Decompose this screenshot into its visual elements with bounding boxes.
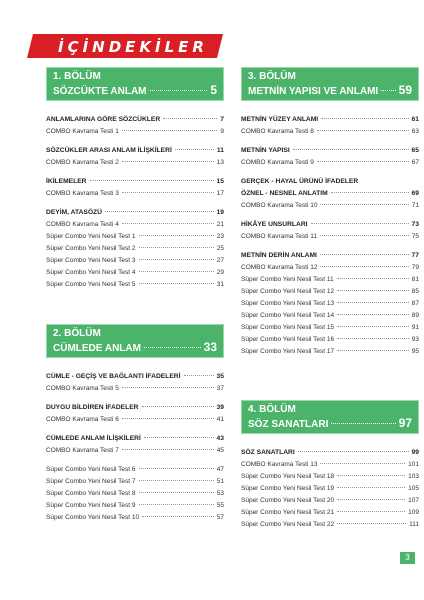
dot-leader [139,247,214,248]
dot-leader [139,271,214,272]
entry-page-number: 19 [216,209,224,216]
toc-test-entry[interactable] [46,476,224,488]
dot-leader [337,290,409,291]
entry-title: COMBO Kavrama Testi 3 [46,190,119,197]
entry-page-number: 51 [216,478,224,485]
entry-title: DUYGU BİLDİREN İFADELER [46,404,139,411]
dot-leader [139,259,214,260]
page-title: İÇİNDEKİLER [58,38,208,56]
entry-page-number: 55 [216,502,224,509]
toc-test-entry[interactable] [46,157,224,169]
toc-test-entry[interactable] [46,219,224,231]
section-number: 2. BÖLÜM [53,328,101,339]
entry-page-number: 81 [411,276,419,283]
toc-topic-entry[interactable] [241,114,419,126]
toc-test-entry[interactable] [46,243,224,255]
section-number: 4. BÖLÜM [248,404,296,415]
toc-topic-entry[interactable] [241,176,419,188]
toc-topic-entry[interactable] [241,145,419,157]
dot-leader [142,516,214,517]
section-2 [46,324,224,524]
dot-leader [293,149,409,150]
toc-test-entry[interactable] [241,262,419,274]
dot-leader [150,90,208,91]
toc-test-entry[interactable] [241,483,419,495]
dot-leader [337,338,409,339]
entry-title: METNİN YÜZEY ANLAMI [241,116,319,123]
entry-page-number: 99 [411,449,419,456]
entry-page-number: 95 [411,348,419,355]
dot-leader [337,523,406,524]
toc-topic-entry[interactable] [46,176,224,188]
toc-test-entry[interactable] [241,231,419,243]
entry-page-number: 45 [216,447,224,454]
dot-leader [139,504,214,505]
dot-leader [311,223,409,224]
dot-leader [337,511,405,512]
entry-page-number: 67 [411,159,419,166]
entry-title: Süper Combo Yeni Nesil Test 3 [46,257,136,264]
entry-title: Süper Combo Yeni Nesil Test 22 [241,521,335,528]
entry-page-number: 105 [408,485,419,492]
entry-title: ANLAMLARINA GÖRE SÖZCÜKLER [46,116,161,123]
toc-test-entry[interactable] [241,346,419,358]
entry-title: METNİN DERİN ANLAMI [241,252,317,259]
dot-leader [139,468,214,469]
toc-topic-entry[interactable] [241,188,419,200]
section-header [241,67,419,101]
dot-leader [122,192,214,193]
section-title: SÖZCÜKTE ANLAM [53,86,147,97]
entry-title: CÜMLE - GEÇİŞ VE BAĞLANTI İFADELERİ [46,373,181,380]
toc-test-entry[interactable] [46,464,224,476]
dot-leader [142,406,214,407]
entry-title: Süper Combo Yeni Nesil Test 8 [46,490,136,497]
entry-title: COMBO Kavrama Testi 8 [241,128,314,135]
entry-title: Süper Combo Yeni Nesil Test 4 [46,269,136,276]
dot-leader [122,161,214,162]
entry-title: Süper Combo Yeni Nesil Test 21 [241,509,335,516]
dot-leader [122,449,214,450]
dot-leader [175,149,214,150]
toc-test-entry[interactable] [46,267,224,279]
dot-leader [321,118,408,119]
toc-topic-entry[interactable] [46,207,224,219]
entry-title: Süper Combo Yeni Nesil Test 13 [241,300,335,307]
section-4 [241,400,419,531]
spacer [241,138,419,145]
entry-page-number: 17 [216,190,224,197]
spacer [46,101,224,114]
spacer [46,169,224,176]
toc-topic-entry[interactable] [241,447,419,459]
section-header [46,67,224,101]
dot-leader [320,235,409,236]
entry-page-number: 111 [409,521,419,528]
dot-leader [337,326,409,327]
entry-page-number: 13 [216,159,224,166]
dot-leader [139,283,214,284]
entry-page-number: 77 [411,252,419,259]
entry-page-number: 89 [411,312,419,319]
dot-leader [331,192,409,193]
dot-leader [139,492,214,493]
entry-title: İKİLEMELER [46,178,87,185]
spacer [241,169,419,176]
entry-title: Süper Combo Yeni Nesil Test 7 [46,478,136,485]
section-page-number: 33 [203,340,217,354]
toc-test-entry[interactable] [46,188,224,200]
toc-test-entry[interactable] [46,255,224,267]
section-number: 1. BÖLÜM [53,71,101,82]
toc-test-entry[interactable] [241,495,419,507]
dot-leader [139,480,214,481]
toc-test-entry[interactable] [241,334,419,346]
section-title-row [248,416,412,432]
toc-topic-entry[interactable] [241,219,419,231]
toc-topic-entry[interactable] [46,371,224,383]
dot-leader [90,180,214,181]
entry-title: COMBO Kavrama Testi 4 [46,221,119,228]
entry-page-number: 9 [220,128,224,135]
entry-page-number: 79 [411,264,419,271]
spacer [241,212,419,219]
toc-test-entry[interactable] [241,126,419,138]
entry-title: SÖZ SANATLARI [241,449,295,456]
entry-page-number: 107 [408,497,419,504]
entry-page-number: 11 [216,147,224,154]
entry-page-number: 71 [411,202,419,209]
toc-test-entry[interactable] [241,200,419,212]
toc-test-entry[interactable] [46,231,224,243]
entry-title: Süper Combo Yeni Nesil Test 14 [241,312,335,319]
entry-page-number: 75 [411,233,419,240]
entry-title: Süper Combo Yeni Nesil Test 1 [46,233,136,240]
entry-page-number: 91 [411,324,419,331]
entry-title: Süper Combo Yeni Nesil Test 12 [241,288,335,295]
entry-title: Süper Combo Yeni Nesil Test 16 [241,336,335,343]
toc-test-entry[interactable] [46,383,224,395]
entry-title: COMBO Kavrama Testi 10 [241,202,318,209]
toc-test-entry[interactable] [241,519,419,531]
toc-topic-entry[interactable] [46,402,224,414]
entry-page-number: 21 [216,221,224,228]
dot-leader [184,375,214,376]
dot-leader [337,350,409,351]
entry-page-number: 85 [411,288,419,295]
toc-topic-entry[interactable] [46,114,224,126]
entry-page-number: 37 [216,385,224,392]
dot-leader [381,90,395,91]
toc-test-entry[interactable] [46,500,224,512]
dot-leader [122,387,214,388]
toc-test-entry[interactable] [46,414,224,426]
entry-page-number: 103 [408,473,419,480]
entry-page-number: 53 [216,490,224,497]
entry-page-number: 15 [216,178,224,185]
dot-leader [298,451,409,452]
toc-test-entry[interactable] [46,488,224,500]
spacer [241,243,419,250]
entry-title: COMBO Kavrama Testi 9 [241,159,314,166]
toc-test-entry[interactable] [46,126,224,138]
entry-title: DEYİM, ATASÖZÜ [46,209,102,216]
toc-topic-entry[interactable] [46,433,224,445]
dot-leader [337,499,405,500]
dot-leader [122,418,214,419]
entry-page-number: 93 [411,336,419,343]
spacer [46,358,224,371]
entry-title: Süper Combo Yeni Nesil Test 20 [241,497,335,504]
entry-title: COMBO Kavrama Testi 13 [241,461,318,468]
toc-topic-entry[interactable] [46,145,224,157]
dot-leader [144,347,201,348]
entry-title: COMBO Kavrama Testi 6 [46,416,119,423]
dot-leader [337,278,409,279]
toc-test-entry[interactable] [241,459,419,471]
entry-title: COMBO Kavrama Testi 5 [46,385,119,392]
section-number: 3. BÖLÜM [248,71,296,82]
toc-test-entry[interactable] [241,507,419,519]
entry-title: SÖZCÜKLER ARASI ANLAM İLİŞKİLERİ [46,147,172,154]
entry-page-number: 109 [408,509,419,516]
spacer [46,426,224,433]
entry-title: Süper Combo Yeni Nesil Test 17 [241,348,335,355]
entry-page-number: 61 [411,116,419,123]
entry-page-number: 29 [216,269,224,276]
dot-leader [320,254,409,255]
toc-test-entry[interactable] [241,286,419,298]
dot-leader [320,463,405,464]
toc-test-entry[interactable] [241,298,419,310]
entry-title: GERÇEK - HAYAL ÜRÜNÜ İFADELER [241,178,359,185]
toc-test-entry[interactable] [241,157,419,169]
entry-title: COMBO Kavrama Testi 11 [241,233,317,240]
entry-page-number: 23 [216,233,224,240]
entry-title: Süper Combo Yeni Nesil Test 5 [46,281,136,288]
spacer [46,200,224,207]
entry-page-number: 7 [220,116,224,123]
entry-page-number: 35 [216,373,224,380]
dot-leader [331,423,395,424]
toc-test-entry[interactable] [46,279,224,291]
dot-leader [337,475,405,476]
dot-leader [105,211,214,212]
section-title-row [248,83,412,99]
section-header [46,324,224,358]
entry-page-number: 27 [216,257,224,264]
toc-test-entry[interactable] [46,512,224,524]
section-3 [241,67,419,358]
toc-test-entry[interactable] [241,471,419,483]
dot-leader [320,204,408,205]
section-title-row [53,83,217,99]
entry-page-number: 41 [216,416,224,423]
toc-test-entry[interactable] [241,310,419,322]
spacer [241,101,419,114]
entry-title: Süper Combo Yeni Nesil Test 10 [46,514,140,521]
section-title: CÜMLEDE ANLAM [53,343,141,354]
entry-title: Süper Combo Yeni Nesil Test 2 [46,245,136,252]
entry-page-number: 63 [411,128,419,135]
dot-leader [139,235,214,236]
entry-title: Süper Combo Yeni Nesil Test 9 [46,502,136,509]
section-header [241,400,419,434]
entry-title: COMBO Kavrama Testi 7 [46,447,119,454]
entry-title: Süper Combo Yeni Nesil Test 19 [241,485,335,492]
page-number: 3 [400,552,415,564]
spacer [46,457,224,464]
dot-leader [337,314,409,315]
entry-page-number: 25 [216,245,224,252]
entry-title: COMBO Kavrama Testi 1 [46,128,119,135]
entry-title: HİKÂYE UNSURLARI [241,221,308,228]
spacer [46,138,224,145]
entry-title: COMBO Kavrama Testi 12 [241,264,318,271]
toc-topic-entry[interactable] [241,250,419,262]
section-title-row [53,340,217,356]
dot-leader [317,161,409,162]
spacer [241,434,419,447]
spacer [46,395,224,402]
dot-leader [337,487,405,488]
dot-leader [317,130,409,131]
entry-title: Süper Combo Yeni Nesil Test 15 [241,324,335,331]
entry-page-number: 57 [216,514,224,521]
section-page-number: 59 [398,83,412,97]
entry-page-number: 39 [216,404,224,411]
entry-page-number: 47 [216,466,224,473]
entry-title: ÖZNEL - NESNEL ANLATIM [241,190,328,197]
toc-test-entry[interactable] [241,274,419,286]
section-title: SÖZ SANATLARI [248,419,329,430]
dot-leader [144,437,214,438]
entry-page-number: 101 [408,461,419,468]
entry-title: COMBO Kavrama Testi 2 [46,159,119,166]
dot-leader [320,266,408,267]
entry-title: CÜMLEDE ANLAM İLİŞKİLERİ [46,435,141,442]
toc-test-entry[interactable] [46,445,224,457]
toc-test-entry[interactable] [241,322,419,334]
entry-title: METNİN YAPISI [241,147,290,154]
dot-leader [337,302,409,303]
entry-page-number: 69 [411,190,419,197]
entry-title: Süper Combo Yeni Nesil Test 18 [241,473,335,480]
entry-page-number: 73 [411,221,419,228]
section-1 [46,67,224,291]
section-page-number: 97 [398,416,412,430]
entry-page-number: 31 [216,281,224,288]
entry-page-number: 65 [411,147,419,154]
entry-page-number: 87 [411,300,419,307]
entry-title: Süper Combo Yeni Nesil Test 11 [241,276,334,283]
dot-leader [122,223,214,224]
dot-leader [122,130,218,131]
section-page-number: 5 [210,83,217,97]
section-title: METNİN YAPISI VE ANLAMI [248,86,379,97]
entry-title: Süper Combo Yeni Nesil Test 6 [46,466,136,473]
entry-page-number: 43 [216,435,224,442]
dot-leader [163,118,217,119]
